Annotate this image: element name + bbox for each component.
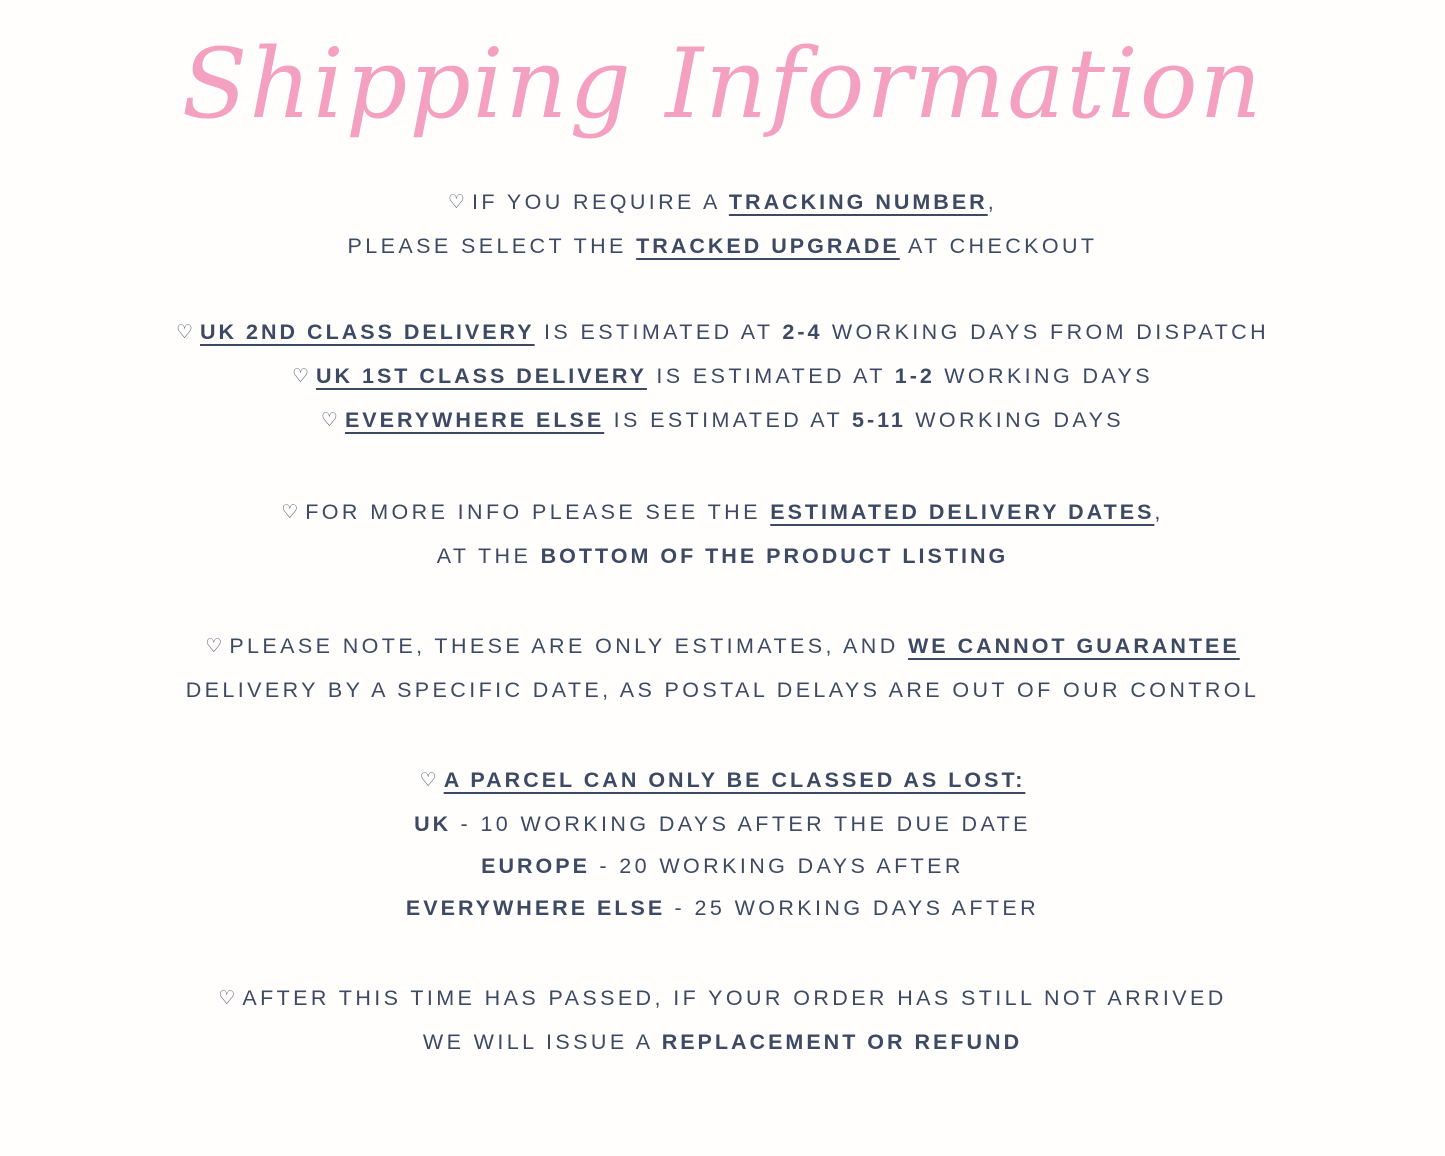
section-spacer — [33, 577, 1413, 625]
plain-text: WORKING DAYS — [934, 363, 1154, 388]
plain-text: AT CHECKOUT — [899, 233, 1098, 258]
underlined-term: TRACKING NUMBER — [728, 189, 988, 214]
section-more-info — [33, 491, 1413, 577]
heart-icon: ♡ — [281, 501, 299, 523]
text-line — [33, 977, 1413, 1021]
heart-icon: ♡ — [447, 191, 465, 213]
page-title: Shipping Information — [181, 28, 1264, 140]
sections-container — [33, 181, 1413, 1063]
underlined-term: UK 2ND CLASS DELIVERY — [200, 319, 535, 344]
plain-text: FOR MORE INFO PLEASE SEE THE — [305, 499, 771, 524]
text-line — [33, 491, 1413, 535]
plain-text: WE WILL ISSUE A — [422, 1029, 662, 1054]
heart-icon: ♡ — [419, 769, 437, 791]
underlined-term: EVERYWHERE ELSE — [344, 407, 605, 432]
plain-text: WORKING DAYS — [905, 407, 1125, 432]
text-line — [33, 625, 1413, 669]
emphasis-text: BOTTOM OF THE PRODUCT LISTING — [540, 543, 1009, 568]
plain-text: IS ESTIMATED AT — [604, 407, 852, 432]
underlined-term: WE CANNOT GUARANTEE — [908, 633, 1240, 658]
heart-icon: ♡ — [320, 409, 338, 431]
text-line — [33, 669, 1413, 711]
text-line — [33, 1021, 1413, 1063]
plain-text: IS ESTIMATED AT — [534, 319, 783, 344]
section-spacer — [33, 929, 1413, 977]
text-line — [33, 535, 1413, 577]
emphasis-text: EUROPE — [481, 853, 590, 878]
text-line — [33, 845, 1413, 887]
emphasis-text: UK — [414, 811, 452, 836]
heart-icon: ♡ — [175, 321, 194, 343]
plain-text: PLEASE SELECT THE — [347, 233, 637, 258]
plain-text: WORKING DAYS FROM DISPATCH — [822, 319, 1270, 344]
section-spacer — [33, 267, 1413, 311]
emphasis-text: REPLACEMENT OR REFUND — [661, 1029, 1023, 1054]
plain-text: AFTER THIS TIME HAS PASSED, IF YOUR ORDER HAS STILL NOT ARRIVED — [242, 985, 1227, 1010]
section-estimates-disclaimer — [33, 625, 1413, 711]
text-line — [33, 887, 1413, 929]
plain-text: PLEASE NOTE, THESE ARE ONLY ESTIMATES, AND — [229, 633, 908, 658]
text-line — [33, 181, 1413, 225]
section-delivery-estimates — [33, 311, 1413, 443]
emphasis-text: 2-4 — [782, 319, 823, 344]
emphasis-text: EVERYWHERE ELSE — [405, 895, 666, 920]
text-line — [33, 759, 1413, 803]
section-tracking — [33, 181, 1413, 267]
plain-text: DELIVERY BY A SPECIFIC DATE, AS POSTAL DELAYS ARE OUT OF OUR CONTROL — [185, 677, 1260, 702]
heart-icon: ♡ — [218, 987, 236, 1009]
plain-text: IS ESTIMATED AT — [646, 363, 895, 388]
underlined-term: TRACKED UPGRADE — [636, 233, 900, 258]
plain-text: , — [1154, 499, 1164, 524]
plain-text: - 20 WORKING DAYS AFTER — [589, 853, 964, 878]
section-replacement-refund — [33, 977, 1413, 1063]
section-spacer — [33, 443, 1413, 491]
emphasis-text: 1-2 — [894, 363, 935, 388]
section-spacer — [33, 711, 1413, 759]
section-lost-parcel — [33, 759, 1413, 929]
plain-text: IF YOU REQUIRE A — [471, 189, 729, 214]
underlined-term: A PARCEL CAN ONLY BE CLASSED AS LOST: — [443, 767, 1026, 792]
plain-text: , — [987, 189, 998, 214]
plain-text: - 25 WORKING DAYS AFTER — [665, 895, 1040, 920]
plain-text: AT THE — [436, 543, 541, 568]
heart-icon: ♡ — [291, 365, 309, 387]
text-line — [33, 311, 1413, 355]
text-line — [33, 225, 1413, 267]
text-line — [33, 803, 1413, 845]
text-line — [33, 399, 1413, 443]
underlined-term: UK 1ST CLASS DELIVERY — [315, 363, 647, 388]
text-line — [33, 355, 1413, 399]
shipping-info-body — [33, 181, 1413, 1063]
emphasis-text: 5-11 — [851, 407, 906, 432]
heart-icon: ♡ — [205, 635, 223, 657]
underlined-term: ESTIMATED DELIVERY DATES — [770, 499, 1155, 524]
plain-text: - 10 WORKING DAYS AFTER THE DUE DATE — [451, 811, 1031, 836]
